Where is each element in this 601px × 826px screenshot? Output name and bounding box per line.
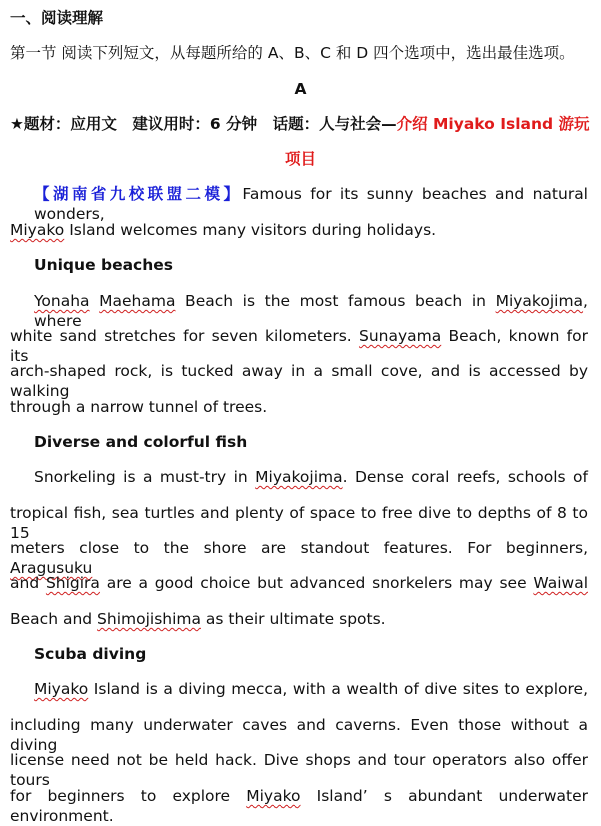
- meta-lead: ★题材：应用文 建议用时：6 分钟 话题：人与社会—: [10, 115, 397, 133]
- fish-line-2: tropical fish, sea turtles and plenty of space to free dive to depths of 8 to 15: [10, 504, 588, 542]
- meta-topic: 介绍 Miyako Island 游玩: [396, 115, 590, 133]
- diving-line-1: Miyako Island is a diving mecca, with a wealth of dive sites to explore,: [34, 680, 588, 698]
- intro-line-2: Miyako Island welcomes many visitors during holidays.: [10, 221, 437, 239]
- beaches-line-3: arch-shaped rock, is tucked away in a small cove, and is accessed by walking: [10, 362, 588, 400]
- beaches-line-2: white sand stretches for seven kilometers. Sunayama Beach, known for its: [10, 327, 588, 365]
- fish-line-3: meters close to the shore are standout features. For beginners, Aragusuku: [10, 539, 588, 577]
- passage-letter: A: [294, 80, 307, 98]
- diving-line-4: for beginners to explore Miyako Island’ s abundant underwater environment.: [10, 787, 588, 825]
- heading-unique-beaches: Unique beaches: [34, 256, 174, 274]
- fish-line-5: Beach and Shimojishima as their ultimate spots.: [10, 610, 386, 628]
- diving-line-2: including many underwater caves and caverns. Even those without a diving: [10, 716, 588, 754]
- passage-meta: [10, 114, 590, 134]
- source-tag: 【湖南省九校联盟二模】: [34, 185, 243, 203]
- intro-line-1: [10, 184, 588, 224]
- instruction-text: 第一节 阅读下列短文，从每题所给的 A、B、C 和 D 四个选项中，选出最佳选项。: [10, 44, 575, 62]
- fish-line-1: Snorkeling is a must-try in Miyakojima. Dense coral reefs, schools of: [34, 468, 588, 486]
- place-name: Miyako: [10, 221, 65, 239]
- beaches-line-4: through a narrow tunnel of trees.: [10, 398, 268, 416]
- intro-text: Famous for its sunny beaches and natural wonders,: [34, 185, 588, 223]
- section-title: 一、阅读理解: [10, 9, 104, 27]
- beaches-line-1: Yonaha Maehama Beach is the most famous beach in Miyakojima, where: [34, 292, 588, 330]
- heading-scuba-diving: Scuba diving: [34, 645, 147, 663]
- meta-topic-continued: 项目: [284, 150, 316, 168]
- fish-line-4: and Shigira are a good choice but advanced snorkelers may see Waiwal: [10, 574, 588, 592]
- diving-line-3: license need not be held hack. Dive shops and tour operators also offer tours: [10, 751, 588, 789]
- heading-diverse-fish: Diverse and colorful fish: [34, 433, 248, 451]
